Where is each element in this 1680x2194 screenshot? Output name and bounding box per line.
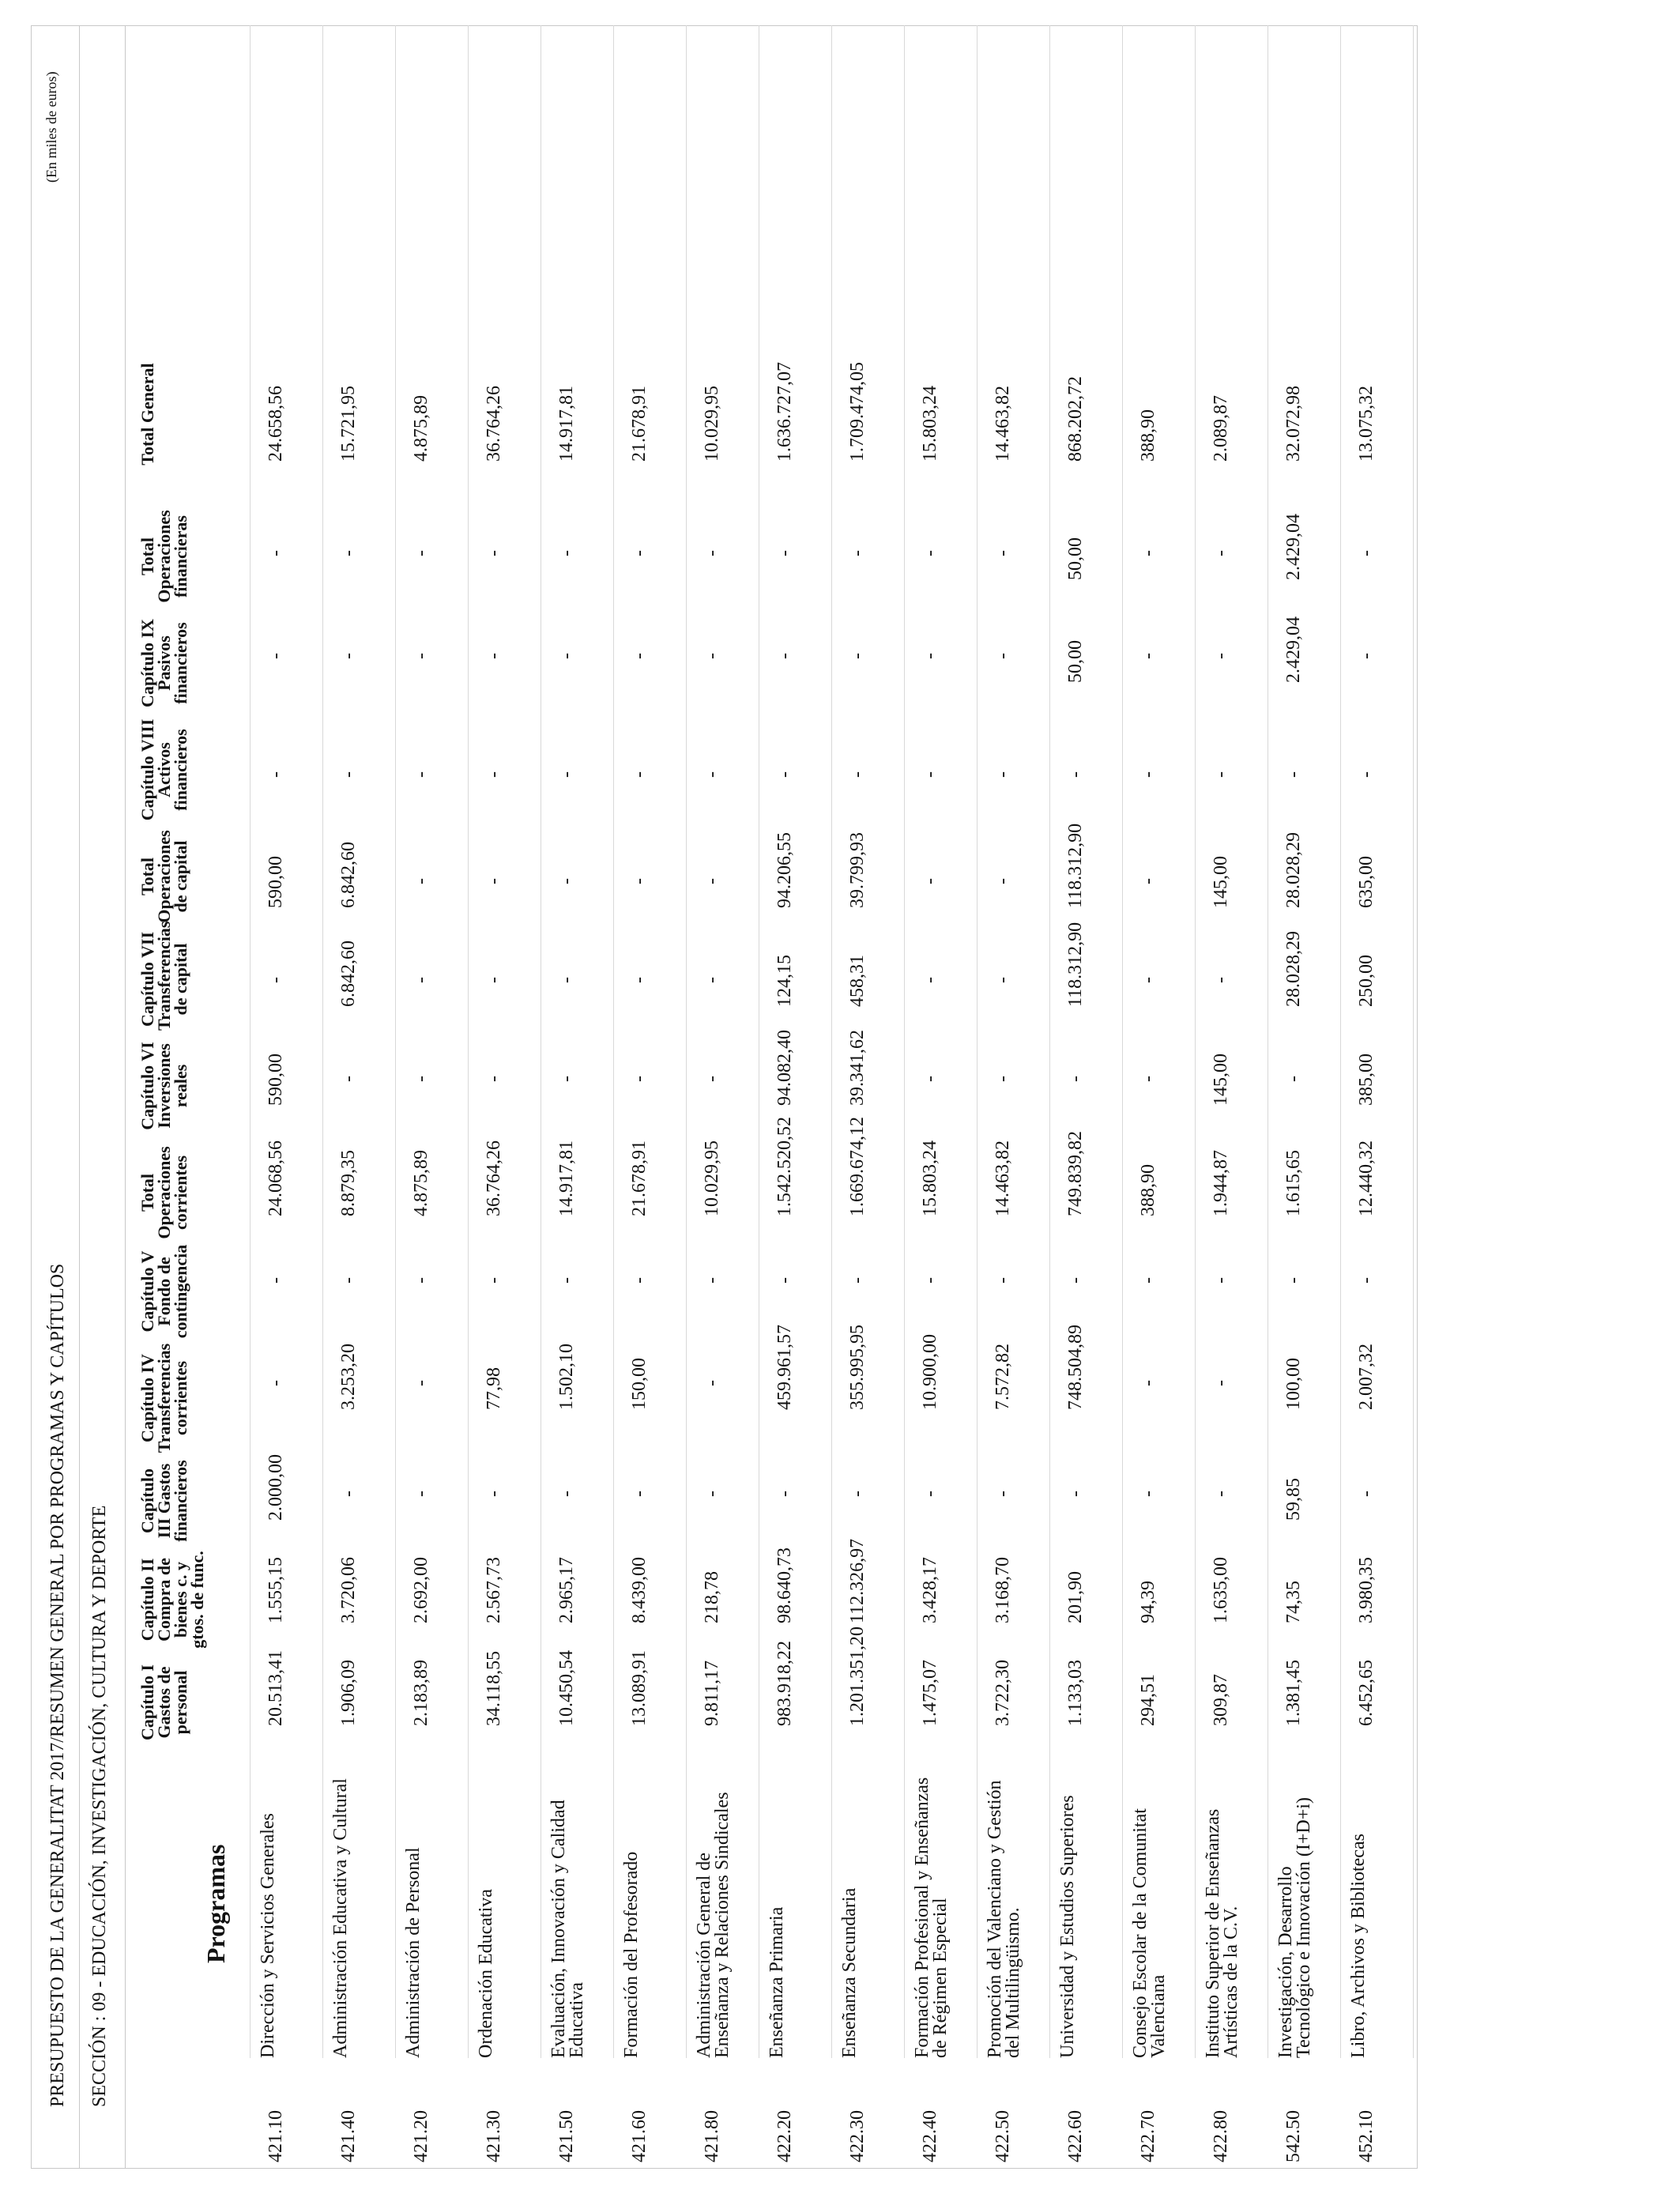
value-cell: - [484,977,504,983]
program-code: 421.50 [556,2110,577,2162]
value-cell: - [1138,1076,1158,1082]
value-cell: - [1211,550,1231,556]
table-row [691,25,763,2169]
value-cell: - [556,771,577,778]
value-cell: 15.721,95 [338,386,359,462]
value-cell: 3.720,06 [338,1557,359,1623]
value-cell: 2.692,00 [411,1557,431,1623]
program-name: Investigación, Desarrollo Tecnológico e Innovación (I+D+i) [1275,1797,1314,2058]
value-cell: - [484,1277,504,1284]
value-cell: 2.429,04 [1283,616,1304,683]
program-name: Dirección y Servicios Generales [258,1813,278,2058]
value-cell: - [1211,1277,1231,1284]
value-cell: 218,78 [702,1571,722,1623]
program-name: Enseñanza Secundaria [839,1887,860,2058]
value-cell: - [1065,1277,1086,1284]
table-row [473,25,545,2169]
value-cell: 50,00 [1065,640,1086,683]
value-cell: 1.636.727,07 [774,362,795,462]
table-row [981,25,1054,2169]
value-cell: 15.803,24 [920,1140,940,1216]
value-cell: - [411,550,431,556]
table-row [763,25,836,2169]
value-cell: 1.709.474,05 [847,362,868,462]
value-cell: - [993,977,1013,983]
value-cell: - [411,977,431,983]
value-cell: - [920,653,940,659]
value-cell: - [774,1491,795,1497]
value-cell: - [993,1277,1013,1284]
value-cell: - [411,1491,431,1497]
value-cell: 1.542.520,52 [774,1117,795,1216]
value-cell: - [774,1277,795,1284]
value-cell: 77,98 [484,1367,504,1410]
value-cell: - [629,1076,650,1082]
value-cell: 10.029,95 [702,1140,722,1216]
budget-table [136,25,1418,2169]
value-cell: - [920,1277,940,1284]
program-code: 422.30 [847,2110,868,2162]
value-cell: 355.995,95 [847,1325,868,1410]
value-cell: 94.082,40 [774,1030,795,1106]
value-cell: 36.764,26 [484,1140,504,1216]
value-cell: 50,00 [1065,537,1086,580]
row-divider [686,25,687,2058]
column-header-9: Total Operaciones de capital [137,830,190,923]
value-cell: - [484,550,504,556]
program-name: Evaluación, Innovación y Calidad Educativa [548,1800,587,2058]
table-row [909,25,981,2169]
value-cell: 309,87 [1211,1674,1231,1726]
value-cell: - [556,878,577,884]
value-cell: 10.900,00 [920,1334,940,1410]
value-cell: - [1138,771,1158,778]
row-divider [1122,25,1123,2058]
value-cell: - [702,878,722,884]
value-cell: - [847,550,868,556]
value-cell: - [847,653,868,659]
value-cell: 590,00 [266,856,286,908]
table-row [545,25,618,2169]
value-cell: - [1065,771,1086,778]
value-cell: 3.722,30 [993,1660,1013,1726]
value-cell: - [847,1491,868,1497]
value-cell: - [993,1491,1013,1497]
value-cell: 590,00 [266,1054,286,1106]
value-cell: - [484,653,504,659]
value-cell: 6.842,60 [338,941,359,1007]
value-cell: - [920,771,940,778]
value-cell: 635,00 [1356,856,1377,908]
value-cell: 8.879,35 [338,1150,359,1216]
value-cell: 1.475,07 [920,1660,940,1726]
program-code: 422.20 [774,2110,795,2162]
row-divider [1049,25,1050,2058]
value-cell: 1.906,09 [338,1660,359,1726]
table-row [327,25,400,2169]
value-cell: - [1138,977,1158,983]
value-cell: 13.089,91 [629,1650,650,1726]
section-divider [125,25,126,2169]
column-header-4: Capítulo IV Transferencias corrientes [137,1343,190,1453]
value-cell: - [338,771,359,778]
value-cell: 388,90 [1138,1164,1158,1216]
value-cell: - [266,653,286,659]
row-divider [831,25,832,2058]
value-cell: - [1283,1076,1304,1082]
program-code: 542.50 [1283,2110,1304,2162]
value-cell: - [629,1491,650,1497]
program-name: Administración Educativa y Cultural [330,1778,351,2058]
program-name: Libro, Archivos y Bibliotecas [1348,1834,1369,2058]
value-cell: - [1356,550,1377,556]
value-cell: 749.839,82 [1065,1131,1086,1216]
value-cell: - [1211,1491,1231,1497]
program-code: 422.70 [1138,2110,1158,2162]
value-cell: 39.341,62 [847,1030,868,1106]
value-cell: - [266,1380,286,1386]
value-cell: - [266,977,286,983]
value-cell: 748.504,89 [1065,1325,1086,1410]
table-row [1054,25,1127,2169]
value-cell: 201,90 [1065,1571,1086,1623]
section-label: SECCIÓN : 09 - EDUCACIÓN, INVESTIGACIÓN, CULTURA Y DEPORTE [89,1505,110,2107]
table-row [254,25,327,2169]
value-cell: 74,35 [1283,1581,1304,1623]
value-cell: - [1283,771,1304,778]
value-cell: - [484,1076,504,1082]
document-title: PRESUPUESTO DE LA GENERALITAT 2017/RESUMEN GENERAL POR PROGRAMAS Y CAPÍTULOS [47,1263,68,2107]
value-cell: 1.502,10 [556,1344,577,1410]
program-name: Consejo Escolar de la Comunitat Valenciana [1130,1808,1169,2058]
value-cell: 983.918,22 [774,1641,795,1726]
value-cell: 39.799,93 [847,832,868,908]
value-cell: - [629,771,650,778]
value-cell: - [702,1277,722,1284]
value-cell: 112.326,97 [847,1538,868,1623]
value-cell: 2.183,89 [411,1660,431,1726]
value-cell: - [920,1076,940,1082]
value-cell: 28.028,29 [1283,931,1304,1007]
table-row [1272,25,1345,2169]
value-cell: 1.944,87 [1211,1150,1231,1216]
value-cell: 388,90 [1138,409,1158,462]
value-cell: 94.206,55 [774,832,795,908]
program-name: Formación Profesional y Enseñanzas de Régimen Especial [912,1777,951,2058]
value-cell: 36.764,26 [484,386,504,462]
value-cell: 1.555,15 [266,1557,286,1623]
row-divider [1340,25,1341,2058]
value-cell: - [556,1491,577,1497]
value-cell: 1.635,00 [1211,1557,1231,1623]
column-header-8: Capítulo VII Transferencias de capital [137,921,190,1031]
program-code: 422.60 [1065,2110,1086,2162]
value-cell: 2.007,32 [1356,1344,1377,1410]
value-cell: 14.917,81 [556,386,577,462]
column-header-10: Capítulo VIII Activos financieros [137,718,190,821]
value-cell: 3.428,17 [920,1557,940,1623]
program-code: 452.10 [1356,2110,1377,2162]
value-cell: 21.678,91 [629,1140,650,1216]
value-cell: - [702,1380,722,1386]
value-cell: - [702,550,722,556]
program-code: 422.80 [1211,2110,1231,2162]
value-cell: 4.875,89 [411,1150,431,1216]
program-name: Administración General de Enseñanza y Relaciones Sindicales [694,1792,733,2058]
value-cell: - [1138,550,1158,556]
program-name: Enseñanza Primaria [767,1906,787,2058]
value-cell: - [702,653,722,659]
value-cell: 6.842,60 [338,842,359,908]
value-cell: 118.312,90 [1065,922,1086,1007]
value-cell: 458,31 [847,955,868,1007]
value-cell: - [338,1277,359,1284]
program-name: Promoción del Valenciano y Gestión del Multilingüismo. [985,1780,1023,2058]
value-cell: 2.567,73 [484,1557,504,1623]
value-cell: - [774,653,795,659]
value-cell: 1.133,03 [1065,1660,1086,1726]
value-cell: 2.429,04 [1283,514,1304,580]
value-cell: - [1356,771,1377,778]
value-cell: - [1065,1491,1086,1497]
value-cell: 1.669.674,12 [847,1117,868,1216]
value-cell: - [556,550,577,556]
value-cell: - [266,1277,286,1284]
value-cell: 14.463,82 [993,1140,1013,1216]
value-cell: - [556,977,577,983]
value-cell: - [1356,1277,1377,1284]
units-note: (En miles de euros) [43,71,59,183]
value-cell: 118.312,90 [1065,823,1086,908]
value-cell: - [1138,653,1158,659]
value-cell: 14.917,81 [556,1140,577,1216]
column-header-7: Capítulo VI Inversiones reales [137,1042,190,1130]
value-cell: - [1138,1380,1158,1386]
value-cell: - [920,878,940,884]
value-cell: - [411,653,431,659]
value-cell: - [1283,1277,1304,1284]
program-name: Formación del Profesorado [621,1851,642,2058]
row-divider [904,25,905,2058]
value-cell: - [484,771,504,778]
value-cell: 145,00 [1211,1054,1231,1106]
row-divider [613,25,614,2058]
row-divider [395,25,396,2058]
program-code: 421.40 [338,2110,359,2162]
value-cell: - [920,977,940,983]
program-name: Ordenación Educativa [476,1889,496,2058]
value-cell: - [411,1277,431,1284]
row-divider [322,25,323,2058]
value-cell: 4.875,89 [411,395,431,462]
program-name: Administración de Personal [403,1847,424,2058]
value-cell: - [847,1277,868,1284]
row-divider [468,25,469,2058]
program-code: 422.40 [920,2110,940,2162]
value-cell: 28.028,29 [1283,832,1304,908]
value-cell: - [629,1277,650,1284]
value-cell: 94,39 [1138,1581,1158,1623]
program-code: 421.80 [702,2110,722,2162]
program-code: 422.50 [993,2110,1013,2162]
table-row [618,25,691,2169]
value-cell: 59,85 [1283,1478,1304,1521]
value-cell: 250,00 [1356,955,1377,1007]
value-cell: - [556,653,577,659]
value-cell: - [920,550,940,556]
column-header-12: Total Operaciones financieras [137,510,190,603]
value-cell: 7.572,82 [993,1344,1013,1410]
value-cell: - [629,550,650,556]
value-cell: 294,51 [1138,1674,1158,1726]
column-header-13: Total General [137,363,157,466]
value-cell: - [702,1076,722,1082]
value-cell: - [993,550,1013,556]
value-cell: 13.075,32 [1356,386,1377,462]
column-header-3: Capítulo III Gastos financieros [137,1460,190,1542]
table-row [836,25,909,2169]
value-cell: - [338,550,359,556]
value-cell: 34.118,55 [484,1650,504,1726]
program-code: 421.60 [629,2110,650,2162]
value-cell: - [847,771,868,778]
table-row [1345,25,1418,2169]
row-divider [1413,25,1414,2058]
value-cell: - [411,771,431,778]
value-cell: - [920,1491,940,1497]
value-cell: 124,15 [774,955,795,1007]
value-cell: 21.678,91 [629,386,650,462]
program-name: Instituto Superior de Enseñanzas Artísticas de la C.V. [1203,1808,1241,2058]
value-cell: 2.089,87 [1211,395,1231,462]
value-cell: - [1065,1076,1086,1082]
value-cell: 10.450,54 [556,1650,577,1726]
value-cell: - [266,771,286,778]
value-cell: 24.068,56 [266,1140,286,1216]
value-cell: 12.440,32 [1356,1140,1377,1216]
value-cell: - [993,771,1013,778]
value-cell: 15.803,24 [920,386,940,462]
value-cell: - [993,1076,1013,1082]
program-code: 421.20 [411,2110,431,2162]
program-name: Universidad y Estudios Superiores [1057,1795,1078,2058]
table-row [400,25,473,2169]
value-cell: 8.439,00 [629,1557,650,1623]
value-cell: - [1211,653,1231,659]
value-cell: - [629,878,650,884]
value-cell: 6.452,65 [1356,1660,1377,1726]
column-header-11: Capítulo IX Pasivos financieros [137,619,190,707]
value-cell: 2.965,17 [556,1557,577,1623]
value-cell: - [338,653,359,659]
program-code: 421.10 [266,2110,286,2162]
value-cell: 1.615,65 [1283,1150,1304,1216]
title-divider [79,25,80,2169]
value-cell: 2.000,00 [266,1454,286,1521]
value-cell: - [993,653,1013,659]
table-row [1127,25,1200,2169]
column-header-0: Programas [202,1844,230,1963]
value-cell: 9.811,17 [702,1660,722,1726]
program-code: 421.30 [484,2110,504,2162]
value-cell: - [993,878,1013,884]
value-cell: - [484,878,504,884]
value-cell: 145,00 [1211,856,1231,908]
value-cell: 150,00 [629,1358,650,1410]
value-cell: - [411,1076,431,1082]
value-cell: 98.640,73 [774,1547,795,1623]
value-cell: - [702,1491,722,1497]
value-cell: 868.202,72 [1065,376,1086,462]
value-cell: - [1138,1277,1158,1284]
value-cell: 32.072,98 [1283,386,1304,462]
value-cell: - [1356,653,1377,659]
value-cell: 1.201.351,20 [847,1627,868,1726]
value-cell: 24.658,56 [266,386,286,462]
column-header-1: Capítulo I Gastos de personal [137,1664,190,1740]
column-header-6: Total Operaciones corrientes [137,1146,190,1239]
value-cell: 100,00 [1283,1358,1304,1410]
value-cell: - [411,1380,431,1386]
value-cell: - [774,550,795,556]
value-cell: 385,00 [1356,1054,1377,1106]
value-cell: 3.168,70 [993,1557,1013,1623]
value-cell: - [629,977,650,983]
value-cell: - [1211,1380,1231,1386]
value-cell: 3.253,20 [338,1344,359,1410]
table-row [1200,25,1272,2169]
value-cell: - [411,878,431,884]
row-divider [1195,25,1196,2058]
value-cell: - [1211,977,1231,983]
value-cell: - [1211,771,1231,778]
value-cell: - [1138,878,1158,884]
value-cell: 1.381,45 [1283,1660,1304,1726]
value-cell: - [484,1491,504,1497]
value-cell: - [338,1076,359,1082]
value-cell: 14.463,82 [993,386,1013,462]
value-cell: - [266,550,286,556]
value-cell: - [556,1277,577,1284]
value-cell: 459.961,57 [774,1325,795,1410]
value-cell: - [338,1491,359,1497]
column-header-2: Capítulo II Compra de bienes c. y gtos. de func. [137,1551,207,1649]
value-cell: - [556,1076,577,1082]
value-cell: 3.980,35 [1356,1557,1377,1623]
column-header-5: Capítulo V Fondo de contingencia [137,1244,190,1339]
value-cell: - [1138,1491,1158,1497]
value-cell: - [774,771,795,778]
value-cell: 10.029,95 [702,386,722,462]
value-cell: - [702,977,722,983]
value-cell: - [629,653,650,659]
value-cell: - [702,771,722,778]
value-cell: - [1356,1491,1377,1497]
value-cell: 20.513,41 [266,1650,286,1726]
